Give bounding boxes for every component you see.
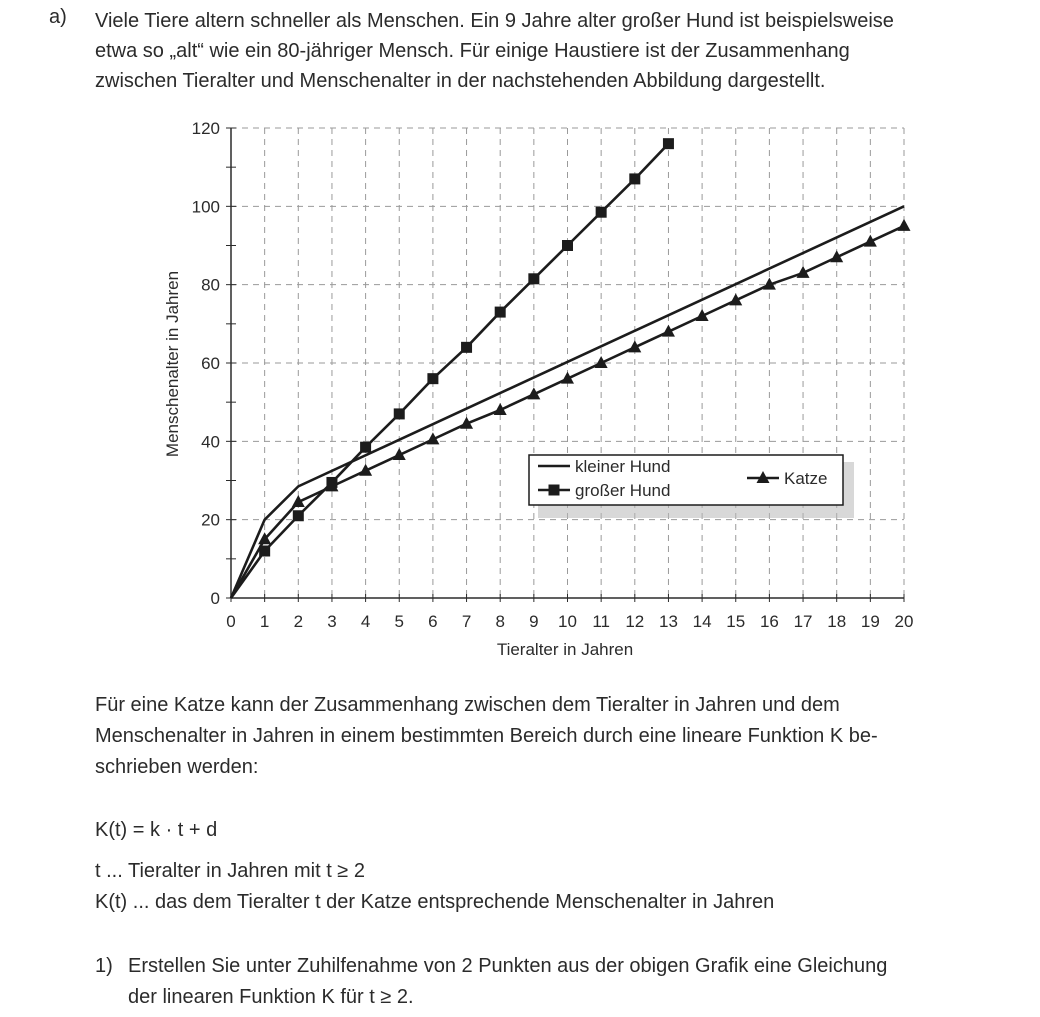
function-formula: K(t) = k · t + d (95, 819, 218, 841)
legend-marker-square (549, 485, 560, 496)
task-label: a) (49, 6, 67, 28)
data-point-square (427, 373, 438, 384)
x-tick-label: 17 (793, 612, 813, 631)
y-axis-label: Menschenalter in Jahren (163, 270, 182, 458)
x-tick-label: 6 (428, 612, 438, 631)
x-tick-label: 11 (592, 612, 610, 631)
series-line (231, 226, 904, 598)
intro-line: Viele Tiere altern schneller als Menschen. Ein 9 Jahre alter großer Hund ist beispielsweise (95, 10, 894, 32)
paragraph-line: Für eine Katze kann der Zusammenhang zwischen dem Tieralter in Jahren und dem (95, 694, 840, 716)
chart-series (231, 138, 911, 598)
chart-axes (226, 128, 904, 602)
intro-line: zwischen Tieralter und Menschenalter in der nachstehenden Abbildung dargestellt. (95, 70, 826, 92)
y-tick-label: 20 (201, 510, 220, 530)
x-tick-label: 18 (827, 612, 847, 631)
y-tick-label: 60 (201, 354, 220, 373)
definition-line: t ... Tieralter in Jahren mit t ≥ 2 (95, 860, 365, 882)
data-point-square (528, 273, 539, 284)
y-tick-label: 0 (210, 589, 220, 608)
legend-label: großer Hund (575, 481, 671, 500)
x-tick-label: 8 (495, 612, 505, 631)
data-point-square (663, 138, 674, 149)
data-point-square (360, 442, 371, 453)
data-point-square (596, 207, 607, 218)
x-axis-label: Tieralter in Jahren (496, 640, 634, 659)
series-square (231, 138, 674, 598)
subtask-line: der linearen Funktion K für t ≥ 2. (128, 986, 414, 1008)
x-tick-label: 1 (259, 612, 270, 631)
subtask-text (128, 951, 1008, 1013)
data-point-square (629, 173, 640, 184)
x-tick-label: 10 (558, 612, 577, 631)
intro-line: etwa so „alt“ wie ein 80-jähriger Mensch. Für einige Haustiere ist der Zusammenhang (95, 40, 850, 62)
paragraph-line: Menschenalter in Jahren in einem bestimmten Bereich durch eine lineare Funktion K be- (95, 725, 878, 747)
x-tick-label: 19 (860, 612, 880, 631)
x-tick-label: 12 (625, 612, 645, 631)
description-paragraph (95, 690, 995, 783)
chart-legend (529, 455, 854, 518)
y-tick-label: 100 (191, 197, 220, 217)
x-tick-label: 0 (226, 612, 236, 631)
data-point-square (495, 307, 506, 318)
x-tick-label: 2 (293, 612, 304, 631)
x-tick-label: 5 (394, 612, 404, 631)
x-tick-label: 20 (894, 612, 914, 631)
legend-label: Katze (784, 469, 828, 488)
x-tick-label: 13 (658, 612, 678, 631)
x-tick-label: 7 (461, 612, 472, 631)
data-point-square (562, 240, 573, 251)
x-tick-label: 4 (360, 612, 371, 631)
chart-ticks (192, 119, 914, 631)
definition-line: K(t) ... das dem Tieralter t der Katze entsprechende Menschenalter in Jahren (95, 891, 775, 913)
series-triangle (231, 219, 911, 598)
variable-definitions (95, 856, 774, 918)
legend-label: kleiner Hund (575, 457, 671, 476)
x-tick-label: 16 (759, 612, 779, 631)
y-tick-label: 40 (201, 432, 220, 452)
data-point-square (293, 510, 304, 521)
y-tick-label: 80 (201, 275, 220, 295)
data-point-square (394, 408, 405, 419)
subtask-line: Erstellen Sie unter Zuhilfenahme von 2 Punkten aus der obigen Grafik eine Gleichung (128, 955, 888, 977)
data-point-triangle (898, 219, 911, 231)
x-tick-label: 3 (327, 612, 337, 631)
x-tick-label: 15 (726, 612, 746, 631)
y-tick-label: 120 (191, 119, 220, 138)
x-tick-label: 14 (692, 612, 712, 631)
paragraph-line: schrieben werden: (95, 756, 259, 778)
subtask-number: 1) (95, 955, 113, 977)
x-tick-label: 9 (529, 612, 539, 631)
data-point-square (461, 342, 472, 353)
